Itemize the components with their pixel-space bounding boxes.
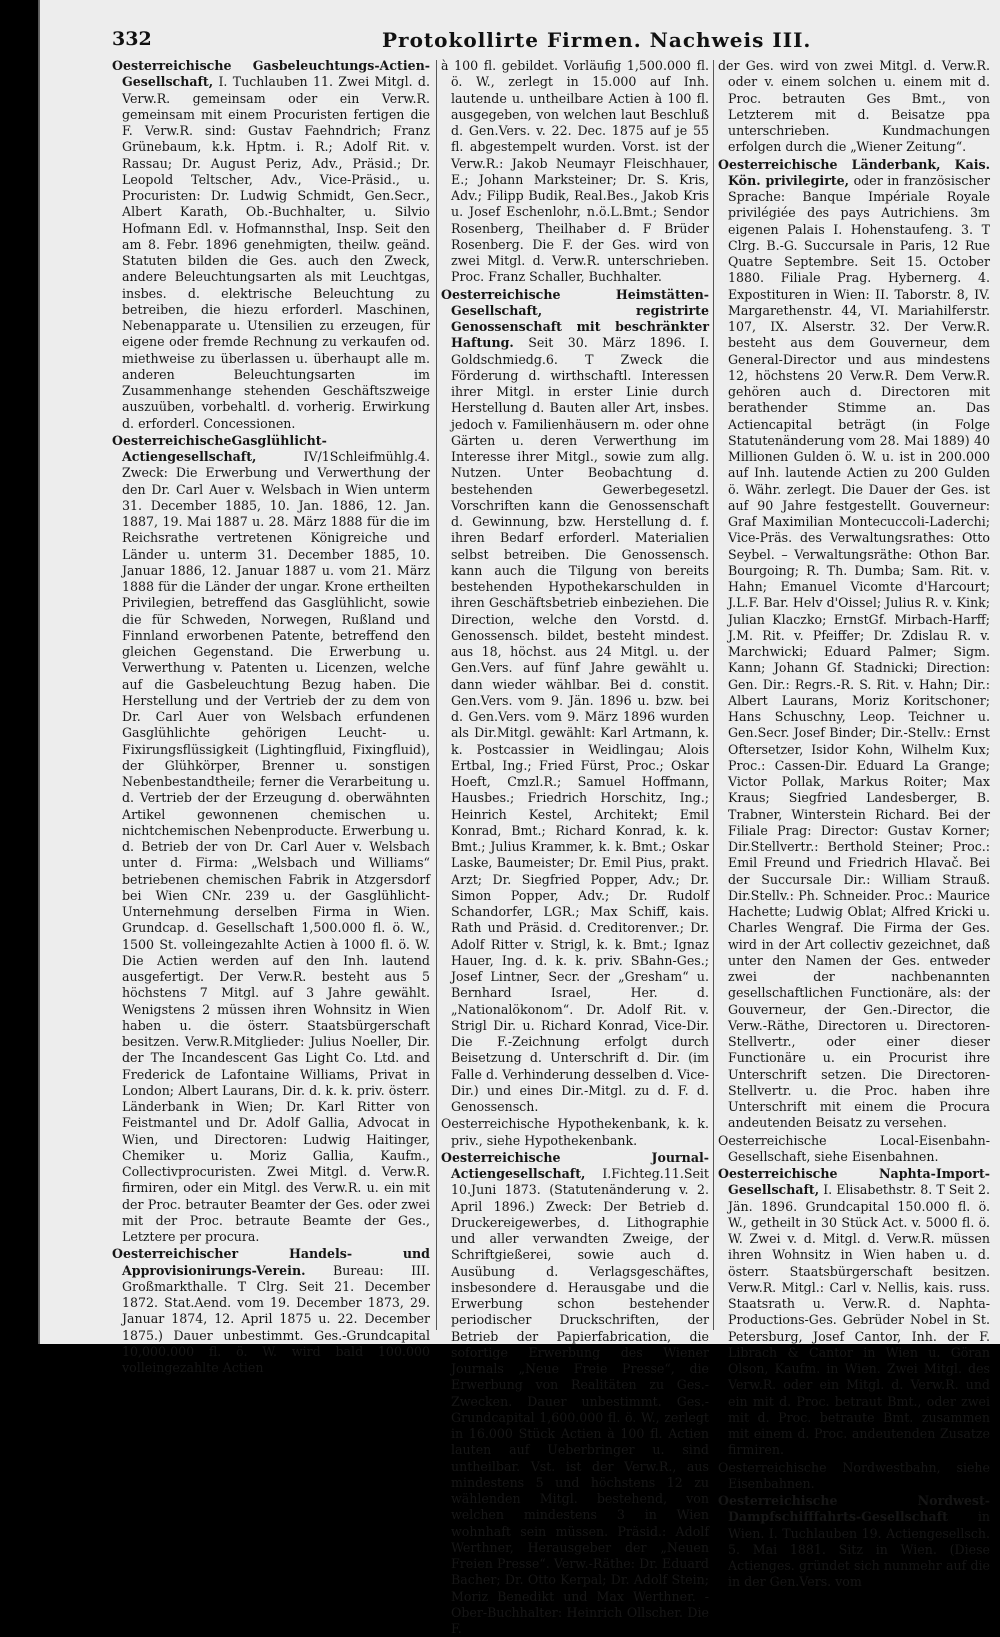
entry-heading: Oesterreichischer Handels- und Approvisionirungs-Verein.	[112, 1246, 430, 1278]
entry-text: Oesterreichische Nordwestbahn, siehe Eisenbahnen.	[718, 1459, 990, 1491]
column-1	[112, 58, 430, 1375]
entry-text: I. Tuchlauben 11. Zwei Mitgl. d. Verw.R. gemeinsam oder ein Verw.R. gemeinsam mit einem Procuristen fertigen die F. Verw.R. sind: Gustav Faehndrich; Franz Grünebaum, k.k. Hptm. i. R.; Adolf Rit. v. Rassau; Dr. August Periz, Adv., Präsid.; Dr. Leopold Teltscher, Adv., Vice-Präsid., u. Procuristen: Dr. Ludwig Schmidt, Gen.Secr., Albert Karath, Ob.-Buchhalter, u. Silvio Hofmann Edl. v. Hofmannsthal, Insp. Seit den am 8. Febr. 1896 genehmigten, theilw. geänd. Statuten bilden die Ges. auch den Zweck, andere Beleuchtungsarten als mit Leuchtgas, insbes. d. elektrische Beleuchtung zu betreiben, die hiezu erforderl. Maschinen, Nebenapparate u. Utensilien zu erzeugen, für eigene oder fremde Rechnung zu verkaufen od. miethweise zu überlassen u. überhaupt alle m. anderen Beleuchtungsarten im Zusammenhange stehenden Geschäftszweige auszuüben, vorbehaltl. d. vorherig. Erwirkung d. erforderl. Concessionen.	[122, 74, 430, 431]
entry-journal	[441, 1150, 709, 1637]
entry-nordwestbahn-ref	[718, 1460, 990, 1493]
column-2	[441, 58, 709, 1636]
entry-handelsverein	[112, 1246, 430, 1376]
entry-dampfschifffahrt	[718, 1493, 990, 1591]
page-number: 332	[112, 28, 152, 50]
entry-text: in Wien. I. Tuchlauben 19. Actiengesellsch. 5. Mai 1881. Sitz in Wien. (Diese Actienges. gründet sich nunmehr auf die in der Gen.Vers. vom	[728, 1509, 990, 1590]
entry-text: I.Fichteg.11.Seit 10.Juni 1873. (Statutenänderung v. 2. April 1896.) Zweck: Der Betrieb d. Druckereigewerbes, d. Lithographie und aller verwandten Zweige, der Schriftgießerei, sowie auch d. Ausübung d. Verlagsgeschäftes, insbesondere d. Herausgabe und die Erwerbung schon bestehender periodischer Druckschriften, der Betrieb der Papierfabrication, die sofortige Erwerbung des Wiener Journals „Neue Freie Presse“, die Erwerbung von Realitäten zu Ges.-Zwecken. Dauer unbestimmt. Ges.-Grundcapital 1,600.000 fl. ö. W., zerlegt in 16.000 Stück Actien à 100 fl. Actien lauten auf Ueberbringer u. sind untheilbar. Vst. ist der Verw.R., aus mindestens 5 und höchstens 12 zu wählenden Mitgl. bestehend, von welchen mindestens 3 in Wien wohnhaft sein müssen. Präsid.: Adolf Werthner, Herausgeber der „Neuen Freien Presse“. Verw.-Räthe: Dr. Eduard Bacher; Dr. Otto Kerpal; Dr. Adolf Stein; Moriz Benedikt und Max Werthner. - Ober-Buchhalter: Heinrich Ollscher. Die F.	[451, 1166, 709, 1636]
entry-text: oder in französischer Sprache: Banque Impériale Royale privilégiée des pays Autrichiens. 3m eigenen Palais I. Hohenstaufeng. 3. T Clrg. B.-G. Succursale in Paris, 12 Rue Quatre Septembre. Seit 15. October 1880. Filiale Prag. Hybernerg. 4. Expostituren in Wien: II. Taborstr. 8, IV. Margarethenstr. 44, VI. Mariahilferstr. 107, IX. Alserstr. 32. Der Verw.R. besteht aus dem Gouverneur, dem General-Director und aus mindestens 12, höchstens 20 Verw.R. Dem Verw.R. gehören auch d. Directoren mit berathender Stimme an. Das Actiencapital beträgt (in Folge Statutenänderung vom 28. Mai 1889) 40 Millionen Gulden ö. W. u. ist in 200.000 auf Inh. lautende Actien zu 200 Gulden ö. Währ. zerlegt. Die Dauer der Ges. ist auf 90 Jahre festgestellt. Gouverneur: Graf Maximilian Montecuccoli-Laderchi; Vice-Präs. des Verwaltungsrathes: Otto Seybel. – Verwaltungsräthe: Othon Bar. Bourgoing; R. Th. Dumba; Sam. Rit. v. Hahn; Emanuel Vicomte d'Harcourt; J.L.F. Bar. Helv d'Oissel; Julius R. v. Kink; Julian Klaczko; ErnstGf. Mirbach-Harff; J.M. Rit. v. Pfeiffer; Dr. Zdislau R. v. Marchwicki; Eduard Palmer; Sigm. Kann; Johann Gf. Stadnicki; Direction: Gen. Dir.: Regrs.-R. S. Rit. v. Hahn; Dir.: Albert Laurans, Moriz Koritschoner; Hans Schuschny, Leop. Teichner u. Gen.Secr. Josef Binder; Dir.-Stellv.: Ernst Oftersetzer, Isidor Kohn, Wilhelm Kux; Proc.: Cassen-Dir. Eduard La Grange; Victor Pollak, Markus Roiter; Max Kraus; Siegfried Landesberger, B. Trabner, Winterstein Richard. Bei der Filiale Prag: Director: Gustav Korner; Dir.Stellvertr.: Berthold Steiner; Proc.: Emil Freund und Friedrich Hlavač. Bei der Succursale Dir.: William Strauß. Dir.Stellv.: Ph. Schneider. Proc.: Maurice Hachette; Ludwig Oblat; Alfred Kricki u. Charles Wengraf. Die Firma der Ges. wird in der Art collectiv gezeichnet, daß unter den Namen der Ges. entweder zwei der nachbenannten gesellschaftlichen Functionäre, als: der Gouverneur, der Gen.-Director, die Verw.-Räthe, Directoren u. Directoren-Stellvertr., oder einer dieser Functionäre u. ein Procurist ihre Unterschrift setzen. Die Directoren-Stellvertr. u. die Proc. haben ihre Unterschrift mit einem die Procura andeutenden Beisatz zu versehen.	[728, 172, 990, 1131]
entry-text: IV/1Schleifmühlg.4. Zweck: Die Erwerbung und Verwerthung der den Dr. Carl Auer v. Welsbach in Wien unterm 31. December 1885, 10. Jan. 1886, 12. Jan. 1887, 19. Mai 1887 u. 28. März 1888 für die im Reichsrathe vertretenen Königreiche und Länder u. unterm 31. December 1885, 10. Januar 1886, 12. Januar 1887 u. vom 21. März 1888 für die Länder der ungar. Krone ertheilten Privilegien, betreffend das Gasglühlicht, sowie die für Schweden, Norwegen, Rußland und Finnland erworbenen Patente, betreffend den gleichen Gegenstand. Die Erwerbung u. Verwerthung v. Patenten u. Licenzen, welche auf die Gasbeleuchtung Bezug haben. Die Herstellung und der Vertrieb der zu dem von Dr. Carl Auer von Welsbach erfundenen Gasglühlichte gehörigen Leucht- u. Fixirungsflüssigkeit (Lightingfluid, Fixingfluid), der Glühkörper, Brenner u. sonstigen Nebenbestandtheile; ferner die Verarbeitung u. d. Vertrieb der der Erzeugung d. oberwähnten Artikel gewonnenen chemischen u. nichtchemischen Nebenproducte. Erwerbung u. d. Betrieb der von Dr. Carl Auer v. Welsbach unter d. Firma: „Welsbach und Williams“ betriebenen chemischen Fabrik in Atzgersdorf bei Wien CNr. 239 u. der Gasglühlicht-Unternehmung derselben Firma in Wien. Grundcap. d. Gesellschaft 1,500.000 fl. ö. W., 1500 St. volleingezahlte Actien à 1000 fl. ö. W. Die Actien werden auf den Inh. lautend ausgefertigt. Der Verw.R. besteht aus 5 höchstens 7 Mitgl. auf 3 Jahre gewählt. Wenigstens 2 müssen ihren Wohnsitz in Wien haben u. die österr. Staatsbürgerschaft besitzen. Verw.R.Mitglieder: Julius Noeller, Dir. der The Incandescent Gas Light Co. Ltd. and Frederick de Lafontaine Williams, Privat in London; Albert Laurans, Dir. d. k. k. priv. österr. Länderbank in Wien; Dr. Karl Ritter von Feistmantel und Dr. Adolf Gallia, Advocat in Wien, und Directoren: Ludwig Haitinger, Chemiker u. Moriz Gallia, Kaufm., Collectivprocuristen. Zwei Mitgl. d. Verw.R. firmiren, oder ein Mitgl. des Verw.R. u. ein mit der Proc. betrauter Beamter der Ges. oder zwei mit der Proc. betraute Beamte der Ges., Letztere per procura.	[122, 449, 430, 1244]
entry-text: Oesterreichische Hypothekenbank, k. k. priv., siehe Hypothekenbank.	[441, 1116, 709, 1148]
entry-heading: Oesterreichische Journal-Actiengesellschaft,	[441, 1149, 709, 1181]
entry-hypothekenbank-ref	[441, 1116, 709, 1149]
entry-heading: Oesterreichische Naphta-Import-Gesellschaft,	[718, 1166, 990, 1198]
entry-gasgluehlicht	[112, 433, 430, 1246]
entry-heading: OesterreichischeGasglühlicht-Actiengesellschaft,	[112, 432, 327, 464]
entry-naphta	[718, 1166, 990, 1459]
column-3	[718, 58, 990, 1590]
entry-continuation	[441, 58, 709, 286]
entry-heimstaetten	[441, 287, 709, 1116]
column-rule	[436, 60, 437, 1330]
entry-laenderbank	[718, 157, 990, 1132]
entry-text: Oesterreichische Local-Eisenbahn-Gesellschaft, siehe Eisenbahnen.	[718, 1132, 990, 1164]
entry-text: Seit 30. März 1896. I. Goldschmiedg.6. T Zweck die Förderung d. wirthschaftl. Interessen ihrer Mitgl. in erster Linie durch Herstellung d. Bauten aller Art, insbes. jedoch v. Familienhäusern m. oder ohne Gärten u. deren Verwerthung im Interesse ihrer Mitgl., sowie zum allg. Nutzen. Unter Beobachtung d. bestehenden Gewerbegesetzl. Vorschriften kann die Genossenschaft d. Gewinnung, bzw. Herstellung d. f. ihren Bedarf erforderl. Materialien selbst betreiben. Die Genossensch. kann auch die Tilgung von bereits bestehenden Hypothekarschulden in ihren Geschäftsbetrieb einbeziehen. Die Direction, welche den Vorstd. d. Genossensch. bildet, besteht mindest. aus 18, höchst. aus 24 Mitgl. u. der Gen.Vers. auf fünf Jahre gewählt u. dann wieder wählbar. Bei d. constit. Gen.Vers. vom 9. Jän. 1896 u. bzw. bei d. Gen.Vers. vom 9. März 1896 wurden als Dir.Mitgl. gewählt: Karl Artmann, k. k. Postcassier in Weidlingau; Alois Ertbal, Ing.; Fried Fürst, Proc.; Oskar Hoeft, Cmzl.R.; Samuel Hoffmann, Hausbes.; Friedrich Horschitz, Ing.; Heinrich Kestel, Architekt; Emil Konrad, Bmt.; Richard Konrad, k. k. Bmt.; Julius Krammer, k. k. Bmt.; Oskar Laske, Baumeister; Dr. Emil Pius, prakt. Arzt; Dr. Siegfried Popper, Adv.; Dr. Simon Popper, Adv.; Dr. Rudolf Schandorfer, LGR.; Max Schiff, kais. Rath und Präsid. d. Creditorenver.; Dr. Adolf Ritter v. Strigl, k. k. Bmt.; Ignaz Hauer, Ing. d. k. k. priv. SBahn-Ges.; Josef Lintner, Secr. der „Gresham“ u. Bernhard Israel, Her. d. „Nationalökonom“. Dr. Adolf Rit. v. Strigl Dir. u. Richard Konrad, Vice-Dir. Die F.-Zeichnung erfolgt durch Beisetzung d. Unterschrift d. Dir. (im Falle d. Verhinderung desselben d. Vice-Dir.) und eines Dir.-Mitgl. zu d. F. d. Genossensch.	[451, 335, 709, 1114]
page-header	[112, 28, 932, 58]
entry-heading: Oesterreichische Nordwest-Dampfschifffahrts-Gesellschaft	[718, 1493, 990, 1525]
column-rule	[713, 60, 714, 1330]
entry-localbahn-ref	[718, 1133, 990, 1166]
entry-text: Bureau: III. Großmarkthalle. T Clrg. Seit 21. December 1872. Stat.Aend. vom 19. December 1873, 29. Januar 1874, 12. April 1875 u. 22. December 1875.) Dauer unbestimmt. Ges.-Grundcapital 10,000.000 fl. ö. W. wird bald 100.000 volleingezahlte Actien	[122, 1262, 430, 1375]
entry-continuation	[718, 58, 990, 156]
entry-heading: Oesterreichische Länderbank, Kais. Kön. privilegirte,	[718, 156, 990, 188]
entry-heading: Oesterreichische Heimstätten-Gesellschaft, registrirte Genossenschaft mit beschränkter Haftung.	[441, 286, 709, 351]
entry-gasbeleuchtung	[112, 58, 430, 432]
entry-heading: Oesterreichische Gasbeleuchtungs-Actien-Gesellschaft,	[112, 58, 430, 90]
entry-text: der Ges. wird von zwei Mitgl. d. Verw.R. oder v. einem solchen u. einem mit d. Proc. betrauten Ges Bmt., von Letzterem mit d. Beisatze ppa unterschrieben. Kundmachungen erfolgen durch die „Wiener Zeitung“.	[718, 58, 990, 155]
entry-text: à 100 fl. gebildet. Vorläufig 1,500.000 fl. ö. W., zerlegt in 15.000 auf Inh. lautende u. untheilbare Actien à 100 fl. ausgegeben, von welchen laut Beschluß d. Gen.Vers. v. 22. Dec. 1875 auf je 55 fl. abgestempelt wurden. Vorst. ist der Verw.R.: Jakob Neumayr Fleischhauer, E.; Johann Marksteiner; Dr. S. Kris, Adv.; Filipp Budik, Real.Bes., Jakob Kris u. Josef Eschenlohr, n.ö.L.Bmt.; Sendor Rosenberg, Theilhaber d. F Brüder Rosenberg. Die F. der Ges. wird von zwei Mitgl. d. Verw.R. unterschrieben. Proc. Franz Schaller, Buchhalter.	[441, 58, 709, 285]
entry-text: I. Elisabethstr. 8. T Seit 2. Jän. 1896. Grundcapital 150.000 fl. ö. W., getheilt in 30 Stück Act. v. 5000 fl. ö. W. Zwei v. d. Mitgl. d. Verw.R. müssen ihren Wohnsitz in Wien haben u. d. österr. Staatsbürgerschaft besitzen. Verw.R. Mitgl.: Carl v. Nellis, kais. russ. Staatsrath u. Verw.R. d. Naphta-Productions-Ges. Gebrüder Nobel in St. Petersburg, Josef Cantor, Inh. der F. Librach & Cantor in Wien u. Göran Olson, Kaufm. in Wien. Zwei Mitgl. des Verw.R. oder ein Mitgl. d. Verw.R. und ein mit d. Proc. betraut Bmt., oder zwei mit d. Proc. betraute Bmt. zusammen mit einem d. Proc. andeutenden Zusatze firmiren.	[728, 1182, 990, 1458]
running-title: Protokollirte Firmen. Nachweis III.	[382, 28, 812, 52]
